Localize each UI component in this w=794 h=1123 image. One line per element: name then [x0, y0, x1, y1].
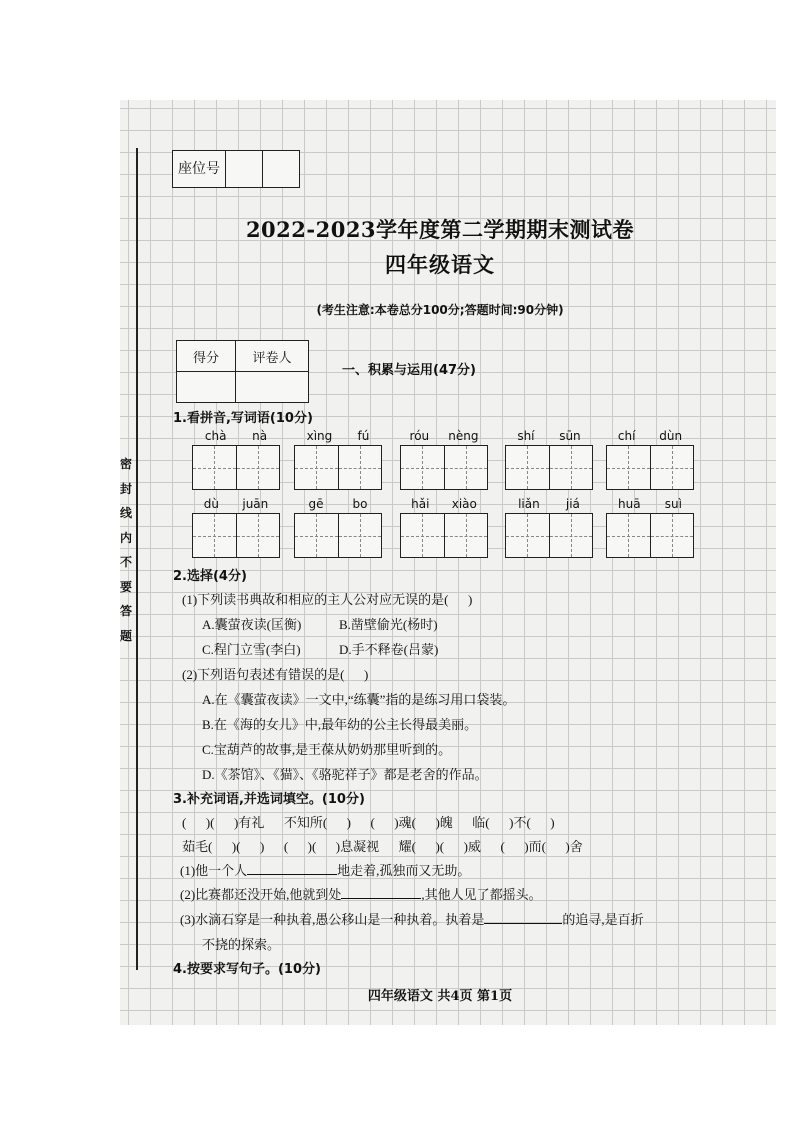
fill-sentence-3: (3)水滴石穿是一种执着,愚公移山是一种执着。执着是 的追寻,是百折 — [180, 912, 644, 927]
option-a: A.在《囊萤夜读》一文中,“练囊”指的是练习用口袋装。 — [202, 692, 516, 707]
idiom-row-2: 茹毛( )( ) ( )( )息凝视 耀( )( )威 ( )而( )舍 — [182, 839, 583, 854]
answer-blank[interactable] — [247, 862, 337, 875]
pinyin-label: chà nà — [204, 429, 268, 443]
answer-blank[interactable] — [484, 911, 562, 924]
option-b: B.凿壁偷光(杨时) — [339, 617, 438, 632]
binding-char: 内 — [119, 530, 132, 545]
grader-header: 评卷人 — [236, 341, 309, 372]
seat-number-box — [172, 150, 300, 188]
option-b: B.在《海的女儿》中,最年幼的公主长得最美丽。 — [202, 717, 478, 732]
exam-note: (考生注意:本卷总分100分;答题时间:90分钟) — [316, 303, 564, 317]
pinyin-label: liǎn jiá — [518, 497, 580, 511]
binding-char: 线 — [119, 506, 132, 520]
question-1-title: 1.看拼音,写词语(10分) — [173, 411, 313, 426]
binding-warning — [118, 452, 134, 648]
fill-sentence-2: (2)比赛都还没开始,他就到处 ,其他人见了都摇头。 — [180, 887, 542, 902]
binding-line — [136, 148, 138, 970]
option-c: C.宝葫芦的故事,是王葆从奶奶那里听到的。 — [202, 742, 452, 757]
writing-box[interactable] — [400, 513, 488, 558]
writing-box[interactable] — [294, 513, 382, 558]
pinyin-label: róu nèng — [409, 429, 479, 443]
option-d: D.手不释卷(吕蒙) — [339, 642, 439, 657]
writing-box[interactable] — [400, 445, 488, 490]
question-2-2: (2)下列语句表述有错误的是( ) — [182, 667, 369, 682]
section-title: 一、积累与运用(47分) — [342, 363, 476, 378]
exam-title: 2022-2023学年度第二学期期末测试卷 — [245, 217, 635, 242]
writing-box[interactable] — [192, 445, 280, 490]
score-table — [176, 340, 309, 403]
seat-number-cell[interactable] — [226, 151, 263, 187]
pinyin-label: gē bo — [308, 497, 368, 511]
binding-char: 不 — [119, 555, 132, 569]
grader-cell[interactable] — [236, 372, 309, 403]
writing-box[interactable] — [294, 445, 382, 490]
binding-char: 题 — [119, 628, 132, 643]
answer-blank[interactable] — [341, 886, 421, 899]
idiom-row-1: ( )( )有礼 不知所( ) ( )魂( )魄 临( )不( ) — [182, 815, 555, 830]
binding-char: 要 — [119, 579, 132, 594]
writing-box[interactable] — [505, 445, 593, 490]
pinyin-label: chí dùn — [617, 429, 683, 443]
score-cell[interactable] — [177, 372, 236, 403]
pinyin-label: dù juān — [203, 497, 269, 511]
seat-number-cell[interactable] — [263, 151, 299, 187]
seat-number-label: 座位号 — [173, 151, 226, 187]
question-4-title: 4.按要求写句子。(10分) — [173, 962, 321, 977]
option-a: A.囊萤夜读(匡衡) — [202, 617, 302, 632]
question-3-title: 3.补充词语,并选词填空。(10分) — [173, 792, 365, 807]
writing-box[interactable] — [606, 445, 694, 490]
exam-subtitle: 四年级语文 — [385, 252, 495, 277]
page-footer: 四年级语文 共4页 第1页 — [367, 989, 513, 1004]
question-2-1: (1)下列读书典故和相应的主人公对应无误的是( ) — [182, 592, 473, 607]
option-d: D.《茶馆》、《猫》、《骆驼祥子》都是老舍的作品。 — [202, 767, 488, 782]
binding-char: 密 — [119, 457, 132, 471]
binding-char: 封 — [119, 481, 132, 496]
writing-box[interactable] — [192, 513, 280, 558]
pinyin-label: shí sūn — [517, 429, 581, 443]
fill-sentence-1: (1)他一个人 地走着,孤独而又无助。 — [180, 863, 471, 878]
question-2-title: 2.选择(4分) — [173, 569, 247, 584]
fill-sentence-3-cont: 不挠的探索。 — [202, 937, 281, 952]
score-header: 得分 — [177, 341, 236, 372]
option-c: C.程门立雪(李白) — [202, 642, 301, 657]
pinyin-label: hǎi xiào — [411, 497, 477, 511]
pinyin-label: huā suì — [618, 497, 682, 511]
writing-box[interactable] — [606, 513, 694, 558]
writing-box[interactable] — [505, 513, 593, 558]
binding-char: 答 — [119, 604, 132, 618]
pinyin-label: xìng fú — [306, 429, 370, 443]
